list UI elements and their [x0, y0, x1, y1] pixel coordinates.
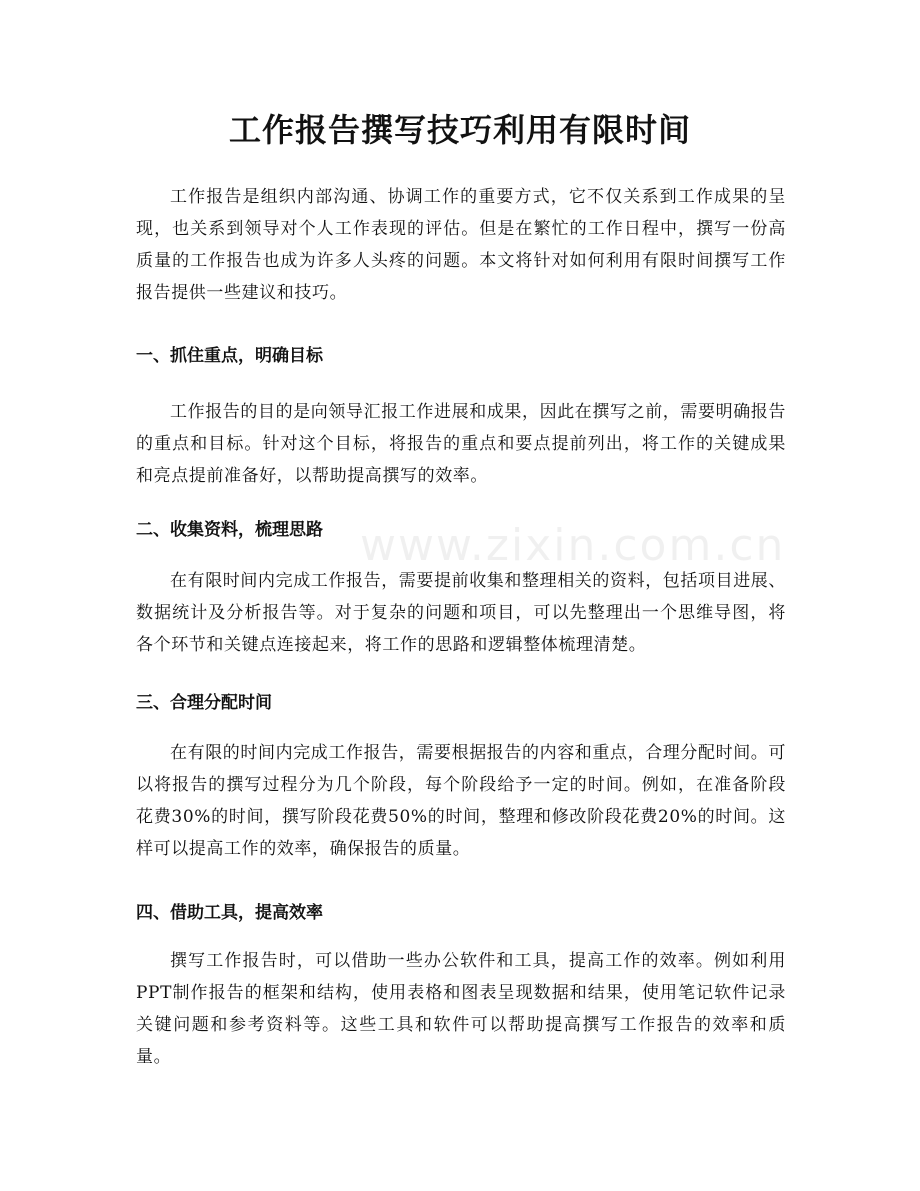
section-paragraph-4: 撰写工作报告时，可以借助一些办公软件和工具，提高工作的效率。例如利用PPT制作报告的框架和结构，使用表格和图表呈现数据和结果，使用笔记软件记录关键问题和参考资料等。这些工具和软件可以帮助提高撰写工作报告的效率和质量。	[136, 951, 786, 1067]
watermark: www.zixin.com.cn	[360, 520, 786, 571]
section-heading-4: 四、借助工具，提高效率	[136, 903, 323, 923]
section-heading-1: 一、抓住重点，明确目标	[136, 346, 323, 366]
section-paragraph-3: 在有限的时间内完成工作报告，需要根据报告的内容和重点，合理分配时间。可以将报告的撰写过程分为几个阶段，每个阶段给予一定的时间。例如，在准备阶段花费30%的时间，撰写阶段花费50%的时间，整理和修改阶段花费20%的时间。这样可以提高工作的效率，确保报告的质量。	[136, 743, 786, 859]
section-paragraph-2: 在有限时间内完成工作报告，需要提前收集和整理相关的资料，包括项目进展、数据统计及分析报告等。对于复杂的问题和项目，可以先整理出一个思维导图，将各个环节和关键点连接起来，将工作的思路和逻辑整体梳理清楚。	[136, 571, 786, 655]
document-title: 工作报告撰写技巧利用有限时间	[228, 111, 691, 149]
section-heading-3: 三、合理分配时间	[136, 693, 272, 713]
intro-paragraph: 工作报告是组织内部沟通、协调工作的重要方式，它不仅关系到工作成果的呈现，也关系到领导对个人工作表现的评估。但是在繁忙的工作日程中，撰写一份高质量的工作报告也成为许多人头疼的问题。本文将针对如何利用有限时间撰写工作报告提供一些建议和技巧。	[136, 187, 786, 303]
section-paragraph-1: 工作报告的目的是向领导汇报工作进展和成果，因此在撰写之前，需要明确报告的重点和目标。针对这个目标，将报告的重点和要点提前列出，将工作的关键成果和亮点提前准备好，以帮助提高撰写的效率。	[136, 402, 786, 486]
section-heading-2: 二、收集资料，梳理思路	[136, 520, 323, 540]
